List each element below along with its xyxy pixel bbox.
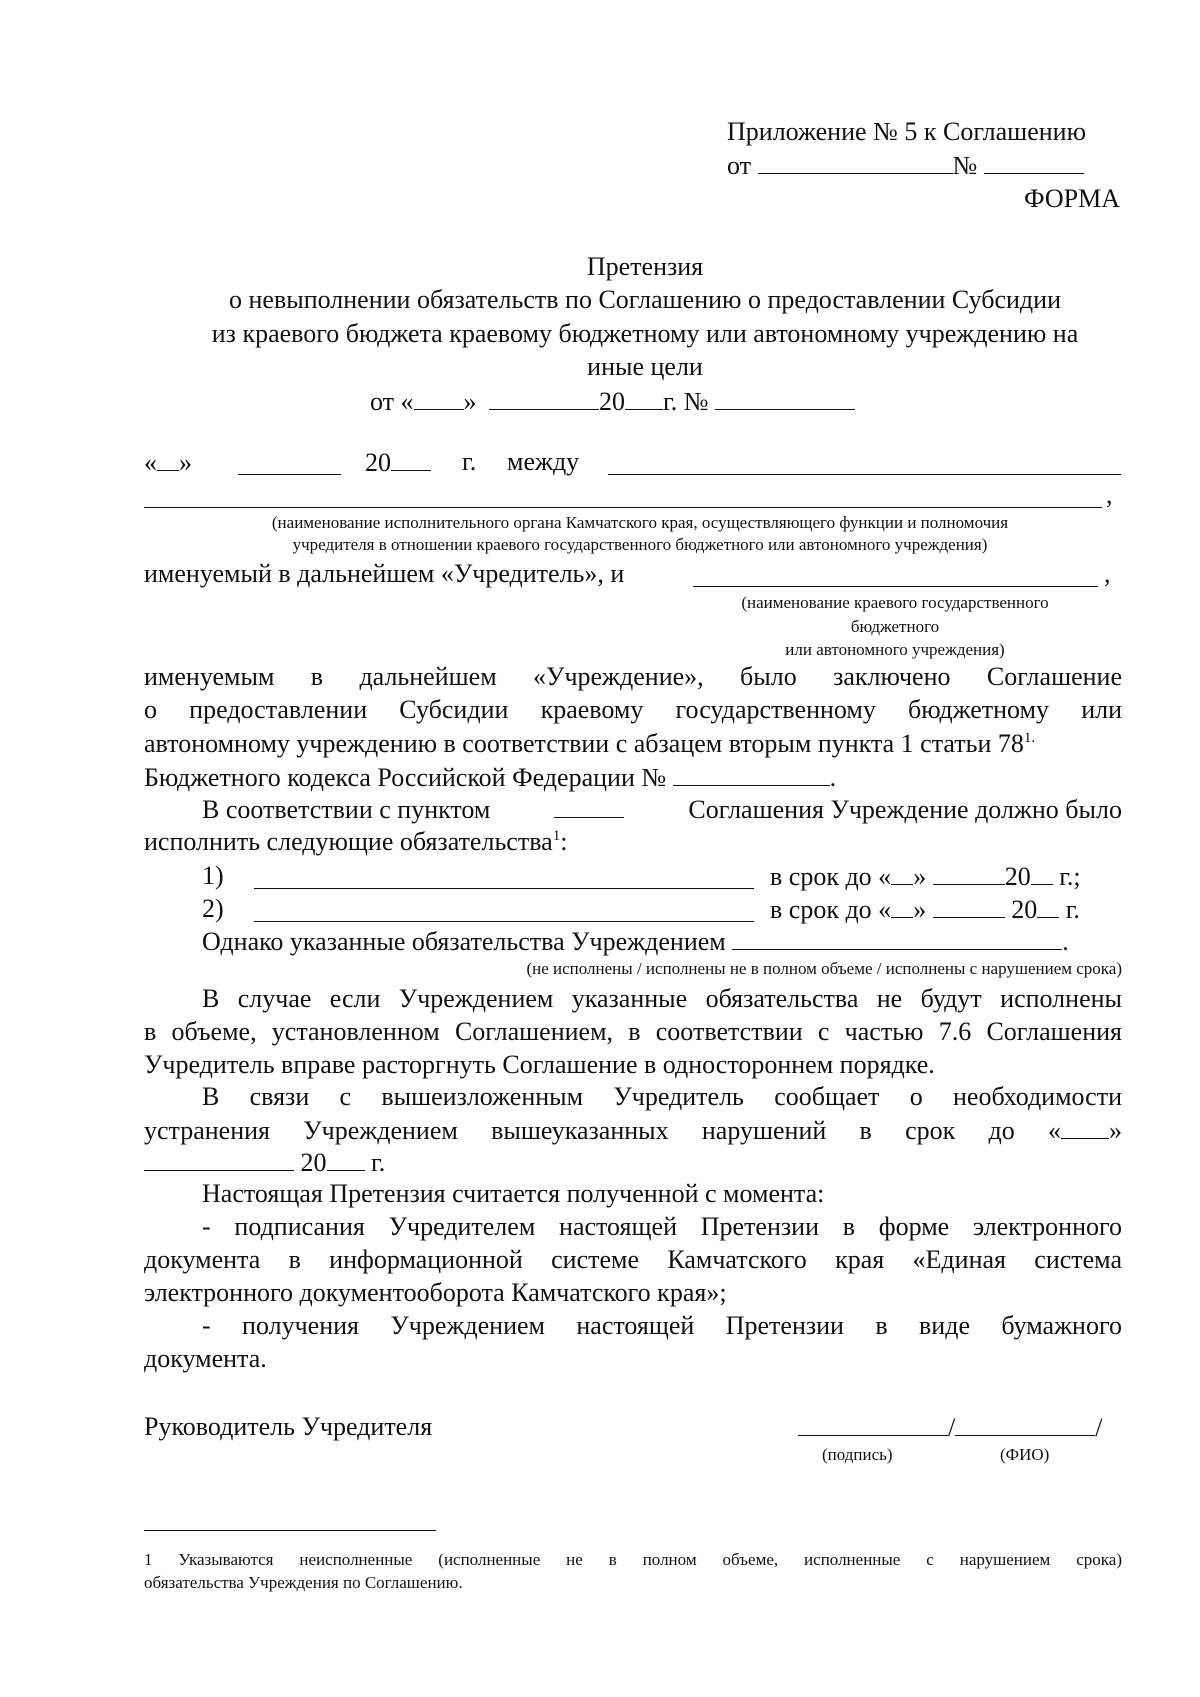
obligation-2-field[interactable] [254,897,754,922]
obligation-2-g: г. [1065,895,1080,924]
claim-title: Претензия [586,252,704,281]
appendix-label: Приложение № 5 к Соглашению [727,117,1086,146]
claim-subtitle-1: о невыполнении обязательств по Соглашению о предоставлении Субсидии [229,285,1061,314]
p5-line: Настоящая Претензия считается полученной с момента: [202,1179,825,1208]
p3-line-1: В случае если Учреждением указанные обязательства не будут исполнены [202,984,1122,1013]
institution-note-1: (наименование краевого государственного [741,593,1049,612]
however-end: . [1062,927,1069,956]
p2-footnote-ref: 1 [552,828,561,844]
obligation-2-deadline-text: в срок до « [770,895,892,924]
intro-year [365,446,431,479]
p4-line-2 [144,1114,1122,1147]
footnote-line-2: обязательства Учреждения по Соглашению. [144,1573,463,1592]
institution-note-3: или автономного учреждения) [785,640,1005,659]
obligation-1-year-field[interactable] [1031,860,1053,885]
signature-note: (подпись) [822,1445,893,1464]
claim-date-line [370,385,855,418]
claim-subtitle-3: иные цели [587,352,703,381]
obligation-1-year: 20 [1004,862,1031,891]
p4-line-1: В связи с вышеизложенным Учредитель сообщает о необходимости [202,1082,1122,1111]
founder-name-field-2[interactable] [144,483,1102,508]
intro-date-line [144,446,192,479]
obligation-1-close: » [913,862,927,891]
founder-name-field-1[interactable] [608,450,1121,475]
from-label: от [727,151,752,180]
obligation-1-month-field[interactable] [933,860,1005,885]
obligation-1-day-field[interactable] [891,860,913,885]
p1-line-4-text: Бюджетного кодекса Российской Федерации № [144,763,667,792]
year-suffix: г. № [663,387,709,416]
p4-year: 20 [300,1148,327,1177]
p3-line-3: Учредитель вправе расторгнуть Соглашение в одностороннем порядке. [144,1050,935,1079]
p6-line-2: документа в информационной системе Камчатского края «Единая система [144,1245,1122,1274]
institution-comma: , [1104,559,1111,588]
obligation-2-deadline [770,893,1080,926]
signature-slash-1: / [948,1413,956,1442]
p4-line-3 [144,1146,385,1179]
signature-slash-2: / [1095,1413,1103,1442]
p2-colon: : [560,827,568,856]
p6-line-1: - подписания Учредителем настоящей Претензии в форме электронного [202,1212,1122,1241]
p2-line-1-b: Соглашения Учреждение должно было [688,795,1122,824]
obligation-2-year: 20 [1011,895,1038,924]
p2-line-1-a: В соответствии с пунктом [202,795,491,824]
institution-note-2: бюджетного [850,617,940,636]
claim-day-field[interactable] [414,385,464,410]
elimination-day-field[interactable] [1061,1114,1109,1139]
p2-line-1 [202,793,1122,826]
however-line [202,925,1069,958]
intro-open-quote: « [144,448,157,477]
obligation-1-g: г.; [1059,862,1081,891]
obligation-1-deadline-text: в срок до « [770,862,892,891]
founder-note-1: (наименование исполнительного органа Камчатского края, осуществляющего функции и полномочия [271,513,1009,532]
intro-year-field[interactable] [391,446,431,471]
number-sign: № [952,151,978,180]
p1-footnote-ref: 1. [1023,730,1036,746]
budget-code-number-field[interactable] [673,761,830,786]
obligation-2-year-field[interactable] [1037,893,1059,918]
agreement-date-field[interactable] [758,149,953,174]
claim-year-field[interactable] [625,385,663,410]
intro-g: г. [462,447,477,476]
signature-line [798,1411,1102,1444]
p4-close-quote: » [1109,1116,1122,1145]
p7-line-1: - получения Учреждением настоящей Претензии в виде бумажного [202,1311,1122,1340]
intro-day-field[interactable] [157,446,179,471]
p1-line-1: именуемым в дальнейшем «Учреждение», было заключено Соглашение [144,662,1122,691]
p6-line-3: электронного документооборота Камчатского края»; [144,1278,727,1307]
obligation-2-num: 2) [202,894,224,923]
obligation-2-day-field[interactable] [891,893,913,918]
intro-month-field[interactable] [238,450,341,475]
p2-line-2-text: исполнить следующие обязательства [144,827,553,856]
p1-line-3 [144,728,1035,760]
p7-line-2: документа. [144,1344,267,1373]
institution-name-field[interactable] [693,562,1098,587]
claim-month-field[interactable] [489,385,599,410]
elimination-month-field[interactable] [144,1146,294,1171]
head-of-founder-label: Руководитель Учредителя [144,1412,433,1441]
intro-close-quote: » [179,448,192,477]
obligation-1-num: 1) [202,861,224,890]
p4-g: г. [371,1148,386,1177]
founder-note-2: учредителя в отношении краевого государственного бюджетного или автономного учреждения) [292,535,988,554]
year-prefix: 20 [599,387,626,416]
agreement-clause-field[interactable] [554,793,624,818]
p1-line-2: о предоставлении Субсидии краевому государственному бюджетному или [144,695,1122,724]
intro-year-prefix: 20 [365,448,391,477]
obligation-2-month-field[interactable] [933,893,1005,918]
fulfillment-status-note: (не исполнены / исполнены не в полном объеме / исполнены с нарушением срока) [526,959,1122,978]
between-label: между [507,447,580,476]
form-label: ФОРМА [1024,184,1120,213]
appendix-date-line [727,149,1084,182]
signature-field[interactable] [798,1411,948,1436]
obligation-2-close: » [913,895,927,924]
fulfillment-status-field[interactable] [732,925,1062,950]
p1-line-4 [144,761,836,794]
p1-end: . [829,763,837,792]
fio-field[interactable] [955,1411,1095,1436]
p2-line-2 [144,826,567,858]
p4-line-2-text: устранения Учреждением вышеуказанных нарушений в срок до « [144,1116,1061,1145]
obligation-1-deadline [770,860,1081,893]
founder-comma: , [1106,480,1113,509]
fio-note: (ФИО) [1000,1445,1050,1464]
obligation-1-field[interactable] [254,864,754,889]
claim-number-field[interactable] [715,385,855,410]
footnote-divider [144,1530,436,1531]
date-close: » [463,387,477,416]
agreement-number-field[interactable] [984,149,1084,174]
date-open: от « [370,387,414,416]
p3-line-2: в объеме, установленном Соглашением, в соответствии с частью 7.6 Соглашения [144,1017,1122,1046]
p1-line-3-text: автономному учреждению в соответствии с абзацем вторым пункта 1 статьи 78 [144,729,1024,758]
named-founder-text: именуемый в дальнейшем «Учредитель», и [144,559,625,588]
claim-subtitle-2: из краевого бюджета краевому бюджетному или автономному учреждению на [211,319,1079,348]
however-text: Однако указанные обязательства Учреждением [202,927,726,956]
footnote-line-1: 1 Указываются неисполненные (исполненные не в полном объеме, исполненные с нарушением срока) [144,1550,1122,1569]
elimination-year-field[interactable] [327,1146,365,1171]
